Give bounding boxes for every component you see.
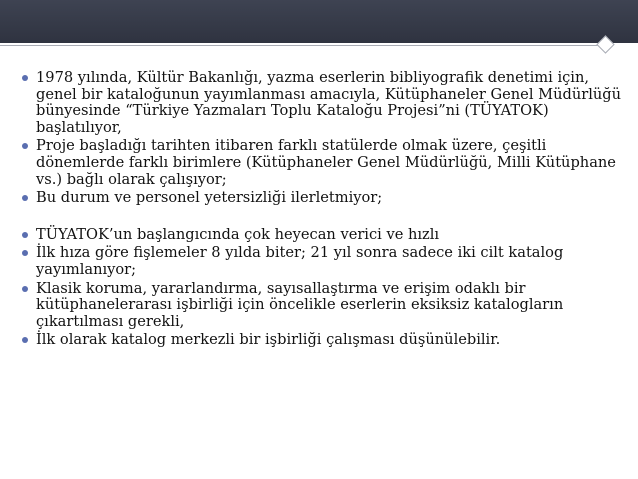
bullet-text: Klasik koruma, yararlandırma, sayısallaştırma ve erişim odaklı bir kütüphanelerarası işbirliği için öncelikle eserlerin eksiksiz katalogların çıkartılması gerekli, xyxy=(36,279,564,330)
bullet-text: İlk olarak katalog merkezli bir işbirliği çalışması düşünülebilir. xyxy=(36,331,501,349)
bullet-dot-icon xyxy=(22,232,28,238)
bullet-text: 1978 yılında, Kültür Bakanlığı, yazma eserlerin bibliyografik denetimi için, genel bir kataloğunun yayımlanması amacıyla, Kütüphaneler Genel Müdürlüğü bünyesinde “Türkiye Yazmaları Toplu Kataloğu Projesi”ni (TÜYATOK) başlatılıyor, xyxy=(36,69,621,136)
bullet-item xyxy=(20,245,626,278)
header-divider xyxy=(0,45,605,46)
bullet-text: Proje başladığı tarihten itibaren farklı statülerde olmak üzere, çeşitli dönemlerde farklı birimlere (Kütüphaneler Genel Müdürlüğü, Milli Kütüphane vs.) bağlı olarak çalışıyor; xyxy=(36,137,616,188)
bullet-dot-icon xyxy=(22,286,28,292)
bullet-item xyxy=(20,281,626,331)
bullet-dot-icon xyxy=(22,250,28,256)
list-spacer xyxy=(20,209,626,227)
bullet-item xyxy=(20,190,626,207)
bullet-dot-icon xyxy=(22,143,28,149)
bullet-dot-icon xyxy=(22,337,28,343)
bullet-item xyxy=(20,70,626,136)
bullet-item xyxy=(20,332,626,349)
bullet-list-group-2 xyxy=(20,227,626,349)
bullet-text: Bu durum ve personel yetersizliği ilerletmiyor; xyxy=(36,189,383,207)
bullet-dot-icon xyxy=(22,75,28,81)
bullet-dot-icon xyxy=(22,195,28,201)
bullet-item xyxy=(20,138,626,188)
bullet-list-group-1 xyxy=(20,70,626,207)
slide-body xyxy=(20,70,626,351)
bullet-text: TÜYATOK’un başlangıcında çok heyecan verici ve hızlı xyxy=(36,225,440,243)
bullet-item xyxy=(20,227,626,244)
bullet-text: İlk hıza göre fişlemeler 8 yılda biter; 21 yıl sonra sadece iki cilt katalog yayımlanıyor; xyxy=(36,244,564,278)
header-bar xyxy=(0,0,638,43)
